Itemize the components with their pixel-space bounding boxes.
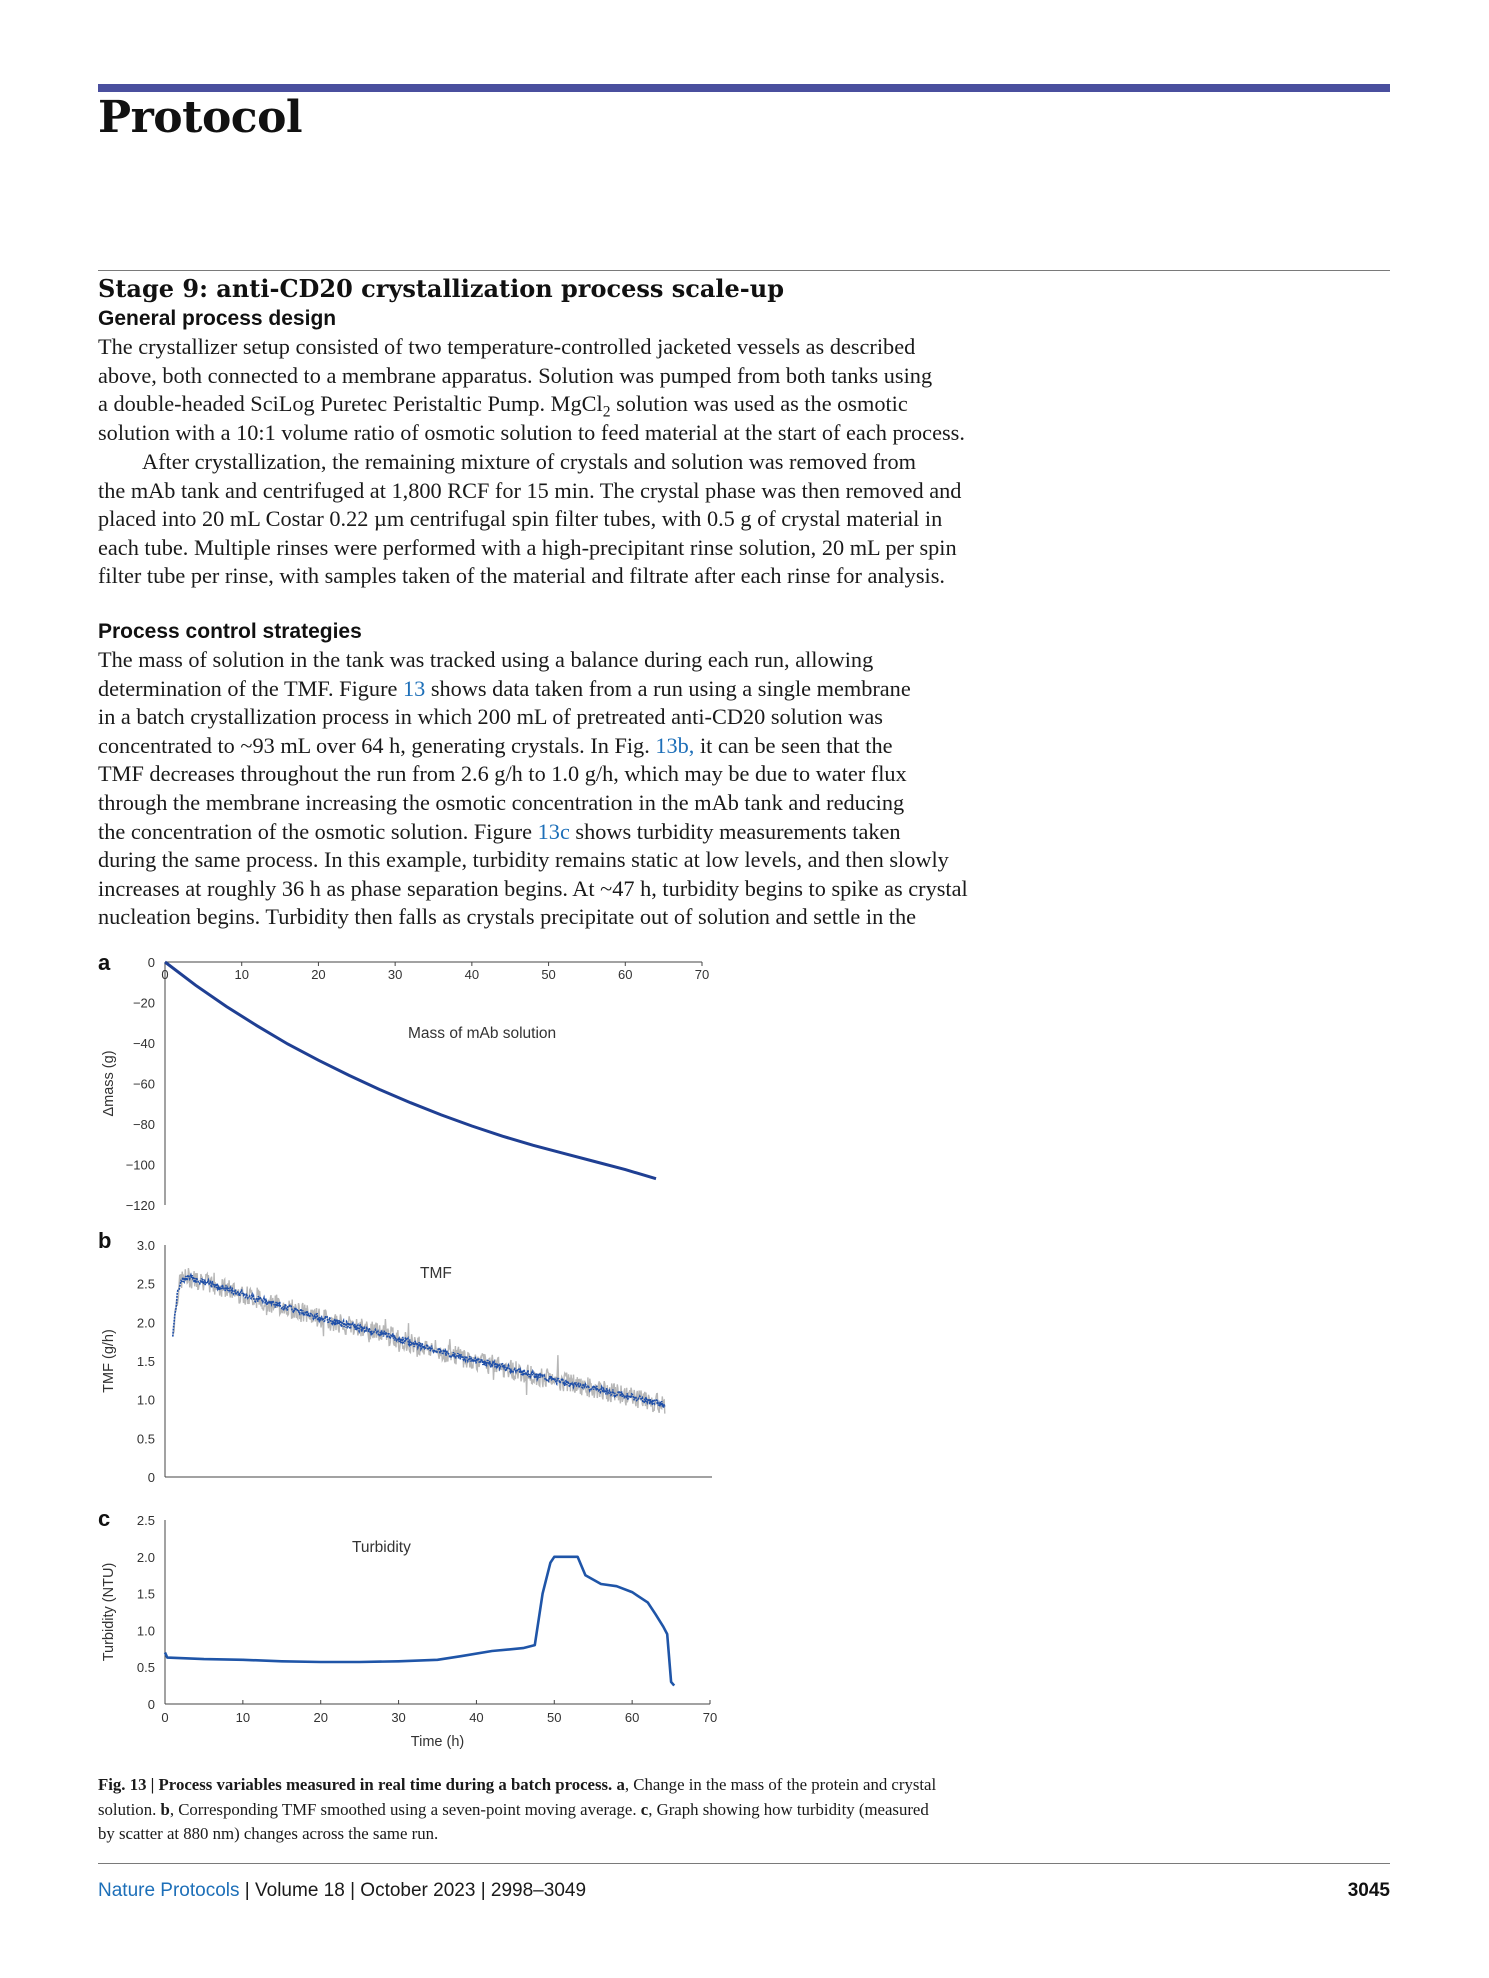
figure-link[interactable]: 13c (537, 818, 570, 844)
chart-panel-b (0, 1230, 760, 1490)
y-tick-label: 2.5 (136, 1276, 155, 1292)
figure-caption (98, 1773, 1058, 1847)
x-tick-label: 70 (702, 1710, 718, 1725)
chart-annotation: TMF (420, 1265, 452, 1282)
x-tick-label: 50 (547, 1710, 562, 1725)
caption-line: Fig. 13 | Process variables measured in real time during a batch process. a, Change in the mass of the protein and crystal (98, 1775, 937, 1794)
figure-link[interactable]: 13b, (655, 732, 695, 758)
y-tick-label: 2.0 (136, 1315, 155, 1331)
y-tick-label: 1.0 (136, 1623, 155, 1639)
text-line: in a batch crystallization process in which 200 mL of pretreated anti-CD20 solution was (98, 704, 883, 730)
text-line: TMF decreases throughout the run from 2.6 g/h to 1.0 g/h, which may be due to water flux (98, 761, 907, 787)
x-tick-label: 70 (694, 967, 710, 982)
text-line: the mAb tank and centrifuged at 1,800 RCF for 15 min. The crystal phase was then removed and (98, 477, 962, 503)
footer-divider (98, 1863, 1390, 1864)
chart-annotation: Turbidity (352, 1539, 411, 1556)
y-tick-label: −100 (125, 1157, 155, 1173)
y-tick-label: 0 (147, 1470, 155, 1485)
x-tick-label: 0 (161, 1710, 169, 1725)
text-line: through the membrane increasing the osmotic concentration in the mAb tank and reducing (98, 789, 905, 815)
series-line-mass (165, 962, 656, 1179)
text-line: during the same process. In this example, turbidity remains static at low levels, and then slowly (98, 847, 949, 873)
y-axis-label: Δmass (g) (101, 1050, 117, 1117)
caption-line: by scatter at 880 nm) changes across the same run. (98, 1824, 439, 1843)
y-tick-label: 0.5 (136, 1431, 155, 1447)
x-tick-label: 10 (234, 967, 249, 982)
text-line: placed into 20 mL Costar 0.22 µm centrifugal spin filter tubes, with 0.5 g of crystal material in (98, 506, 943, 532)
x-tick-label: 20 (311, 967, 326, 982)
text-line: nucleation begins. Turbidity then falls as crystals precipitate out of solution and settle in the (98, 904, 917, 930)
x-tick-label: 60 (624, 1710, 640, 1725)
header-accent-bar (98, 84, 1390, 92)
x-tick-label: 40 (464, 967, 480, 982)
subheading-process-control: Process control strategies (98, 620, 362, 643)
x-axis-label: Time (h) (410, 1734, 465, 1750)
paragraph-process-control (98, 646, 1058, 932)
y-tick-label: 1.0 (136, 1392, 155, 1408)
footer-citation: Nature Protocols | Volume 18 | October 2023 | 2998–3049 (98, 1880, 587, 1901)
caption-label: Fig. 13 | Process variables measured in real time during a batch process. (98, 1775, 613, 1794)
series-line-tmf-raw (173, 1268, 665, 1414)
text-line: a double-headed SciLog Puretec Peristaltic Pump. MgCl$_2$ solution was used as the osmotic (98, 391, 908, 421)
text-line: the concentration of the osmotic solution. Figure 13c shows turbidity measurements taken (98, 818, 901, 844)
text-line: above, both connected to a membrane apparatus. Solution was pumped from both tanks using (98, 362, 933, 388)
text-line: filter tube per rinse, with samples taken of the material and filtrate after each rinse for analysis. (98, 563, 945, 589)
text-line: The mass of solution in the tank was tracked using a balance during each run, allowing (98, 647, 874, 672)
y-tick-label: −80 (132, 1117, 155, 1132)
text-line: increases at roughly 36 h as phase separation begins. At ~47 h, turbidity begins to spike as crystal (98, 875, 968, 901)
y-tick-label: 2.0 (136, 1549, 155, 1565)
y-tick-label: 2.5 (136, 1513, 155, 1528)
y-tick-label: 1.5 (136, 1586, 155, 1602)
panel-letter-a: a (98, 950, 111, 975)
y-tick-label: −60 (132, 1076, 155, 1092)
panel-letter-b: b (98, 1228, 112, 1253)
chart-annotation: Mass of mAb solution (408, 1025, 557, 1042)
y-tick-label: 1.5 (136, 1354, 155, 1369)
text-line: concentrated to ~93 mL over 64 h, generating crystals. In Fig. 13b, it can be seen that the (98, 732, 893, 758)
figure-link[interactable]: 13 (402, 675, 426, 701)
subscript: 2 (602, 403, 611, 421)
text-line: solution with a 10:1 volume ratio of osmotic solution to feed material at the start of each process. (98, 419, 965, 445)
paragraph-process-design (98, 333, 1058, 447)
caption-line: solution. b, Corresponding TMF smoothed using a seven-point moving average. c, Graph showing how turbidity (measured (98, 1799, 929, 1819)
x-tick-label: 50 (541, 967, 556, 982)
y-axis-label: TMF (g/h) (101, 1329, 117, 1393)
y-tick-label: −40 (132, 1036, 155, 1051)
y-tick-label: −20 (132, 995, 155, 1011)
subheading-general-process-design: General process design (98, 307, 337, 330)
x-tick-label: 30 (387, 967, 403, 982)
x-tick-label: 0 (161, 967, 169, 982)
paragraph-crystal-rinse (98, 448, 1058, 591)
text-line: each tube. Multiple rinses were performed with a high-precipitant rinse solution, 20 mL per spin (98, 534, 957, 560)
x-tick-label: 20 (313, 1710, 328, 1725)
x-tick-label: 10 (235, 1710, 251, 1725)
y-tick-label: 3.0 (136, 1238, 155, 1253)
series-line-turbidity (165, 1557, 674, 1686)
text-line: The crystallizer setup consisted of two temperature-controlled jacketed vessels as described (98, 334, 916, 359)
y-tick-label: 0.5 (136, 1660, 155, 1676)
journal-name-link[interactable]: Nature Protocols (98, 1880, 240, 1901)
text-line: determination of the TMF. Figure 13 shows data taken from a run using a single membrane (98, 675, 911, 701)
x-tick-label: 40 (469, 1710, 484, 1725)
chart-panel-c (0, 1508, 760, 1778)
section-divider (98, 270, 1390, 271)
text-line: After crystallization, the remaining mixture of crystals and solution was removed from (142, 449, 916, 474)
panel-letter-c: c (98, 1506, 111, 1531)
x-tick-label: 30 (391, 1710, 406, 1725)
x-tick-label: 60 (618, 967, 633, 982)
article-type-kicker: Protocol (98, 92, 303, 143)
section-title: Stage 9: anti-CD20 crystallization process scale-up (98, 274, 784, 303)
chart-panel-a (0, 950, 760, 1213)
y-tick-label: −120 (125, 1198, 155, 1213)
y-tick-label: 0 (147, 1697, 155, 1712)
y-axis-label: Turbidity (NTU) (101, 1562, 117, 1662)
y-tick-label: 0 (147, 955, 155, 970)
page-number: 3045 (1347, 1880, 1390, 1901)
